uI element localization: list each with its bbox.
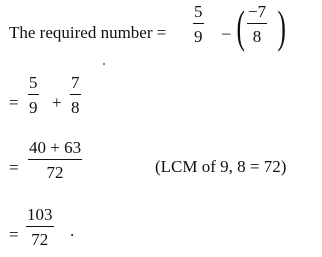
fraction-numerator: 103 xyxy=(27,205,53,224)
close-parenthesis: ) xyxy=(277,1,286,52)
fraction-denominator: 8 xyxy=(71,98,80,117)
lcm-note: (LCM of 9, 8 = 72) xyxy=(155,157,287,176)
fraction-numerator: 40 + 63 xyxy=(29,138,82,157)
trailing-period: . xyxy=(70,221,75,240)
fraction-bar xyxy=(28,94,39,95)
fraction-bar xyxy=(193,23,204,24)
fraction-5-9-b xyxy=(28,74,39,116)
fraction-bar xyxy=(70,94,81,95)
fraction-bar xyxy=(247,23,267,24)
fraction-7-8 xyxy=(70,74,81,116)
equals-sign: = xyxy=(9,158,19,177)
fraction-denominator: 72 xyxy=(31,230,49,249)
fraction-denominator: 9 xyxy=(29,98,38,117)
open-parenthesis: ( xyxy=(236,1,245,52)
plus-operator: + xyxy=(52,93,62,112)
fraction-bar xyxy=(26,226,54,227)
fraction-bar xyxy=(28,159,82,160)
fraction-numerator: 5 xyxy=(194,2,203,21)
fraction-numerator: −7 xyxy=(248,2,267,21)
stray-dot xyxy=(103,63,105,65)
fraction-sum-over-72 xyxy=(28,139,82,181)
fraction-numerator: 5 xyxy=(29,73,38,92)
fraction-103-72 xyxy=(26,206,54,248)
fraction-neg7-8 xyxy=(247,3,267,45)
equals-sign: = xyxy=(9,225,19,244)
minus-operator: – xyxy=(222,23,231,42)
fraction-numerator: 7 xyxy=(71,73,80,92)
fraction-5-9-a xyxy=(193,3,204,45)
fraction-denominator: 9 xyxy=(194,27,203,46)
lhs-label: The required number = xyxy=(9,23,167,42)
fraction-denominator: 72 xyxy=(46,163,64,182)
equals-sign: = xyxy=(9,93,19,112)
fraction-denominator: 8 xyxy=(252,27,262,46)
